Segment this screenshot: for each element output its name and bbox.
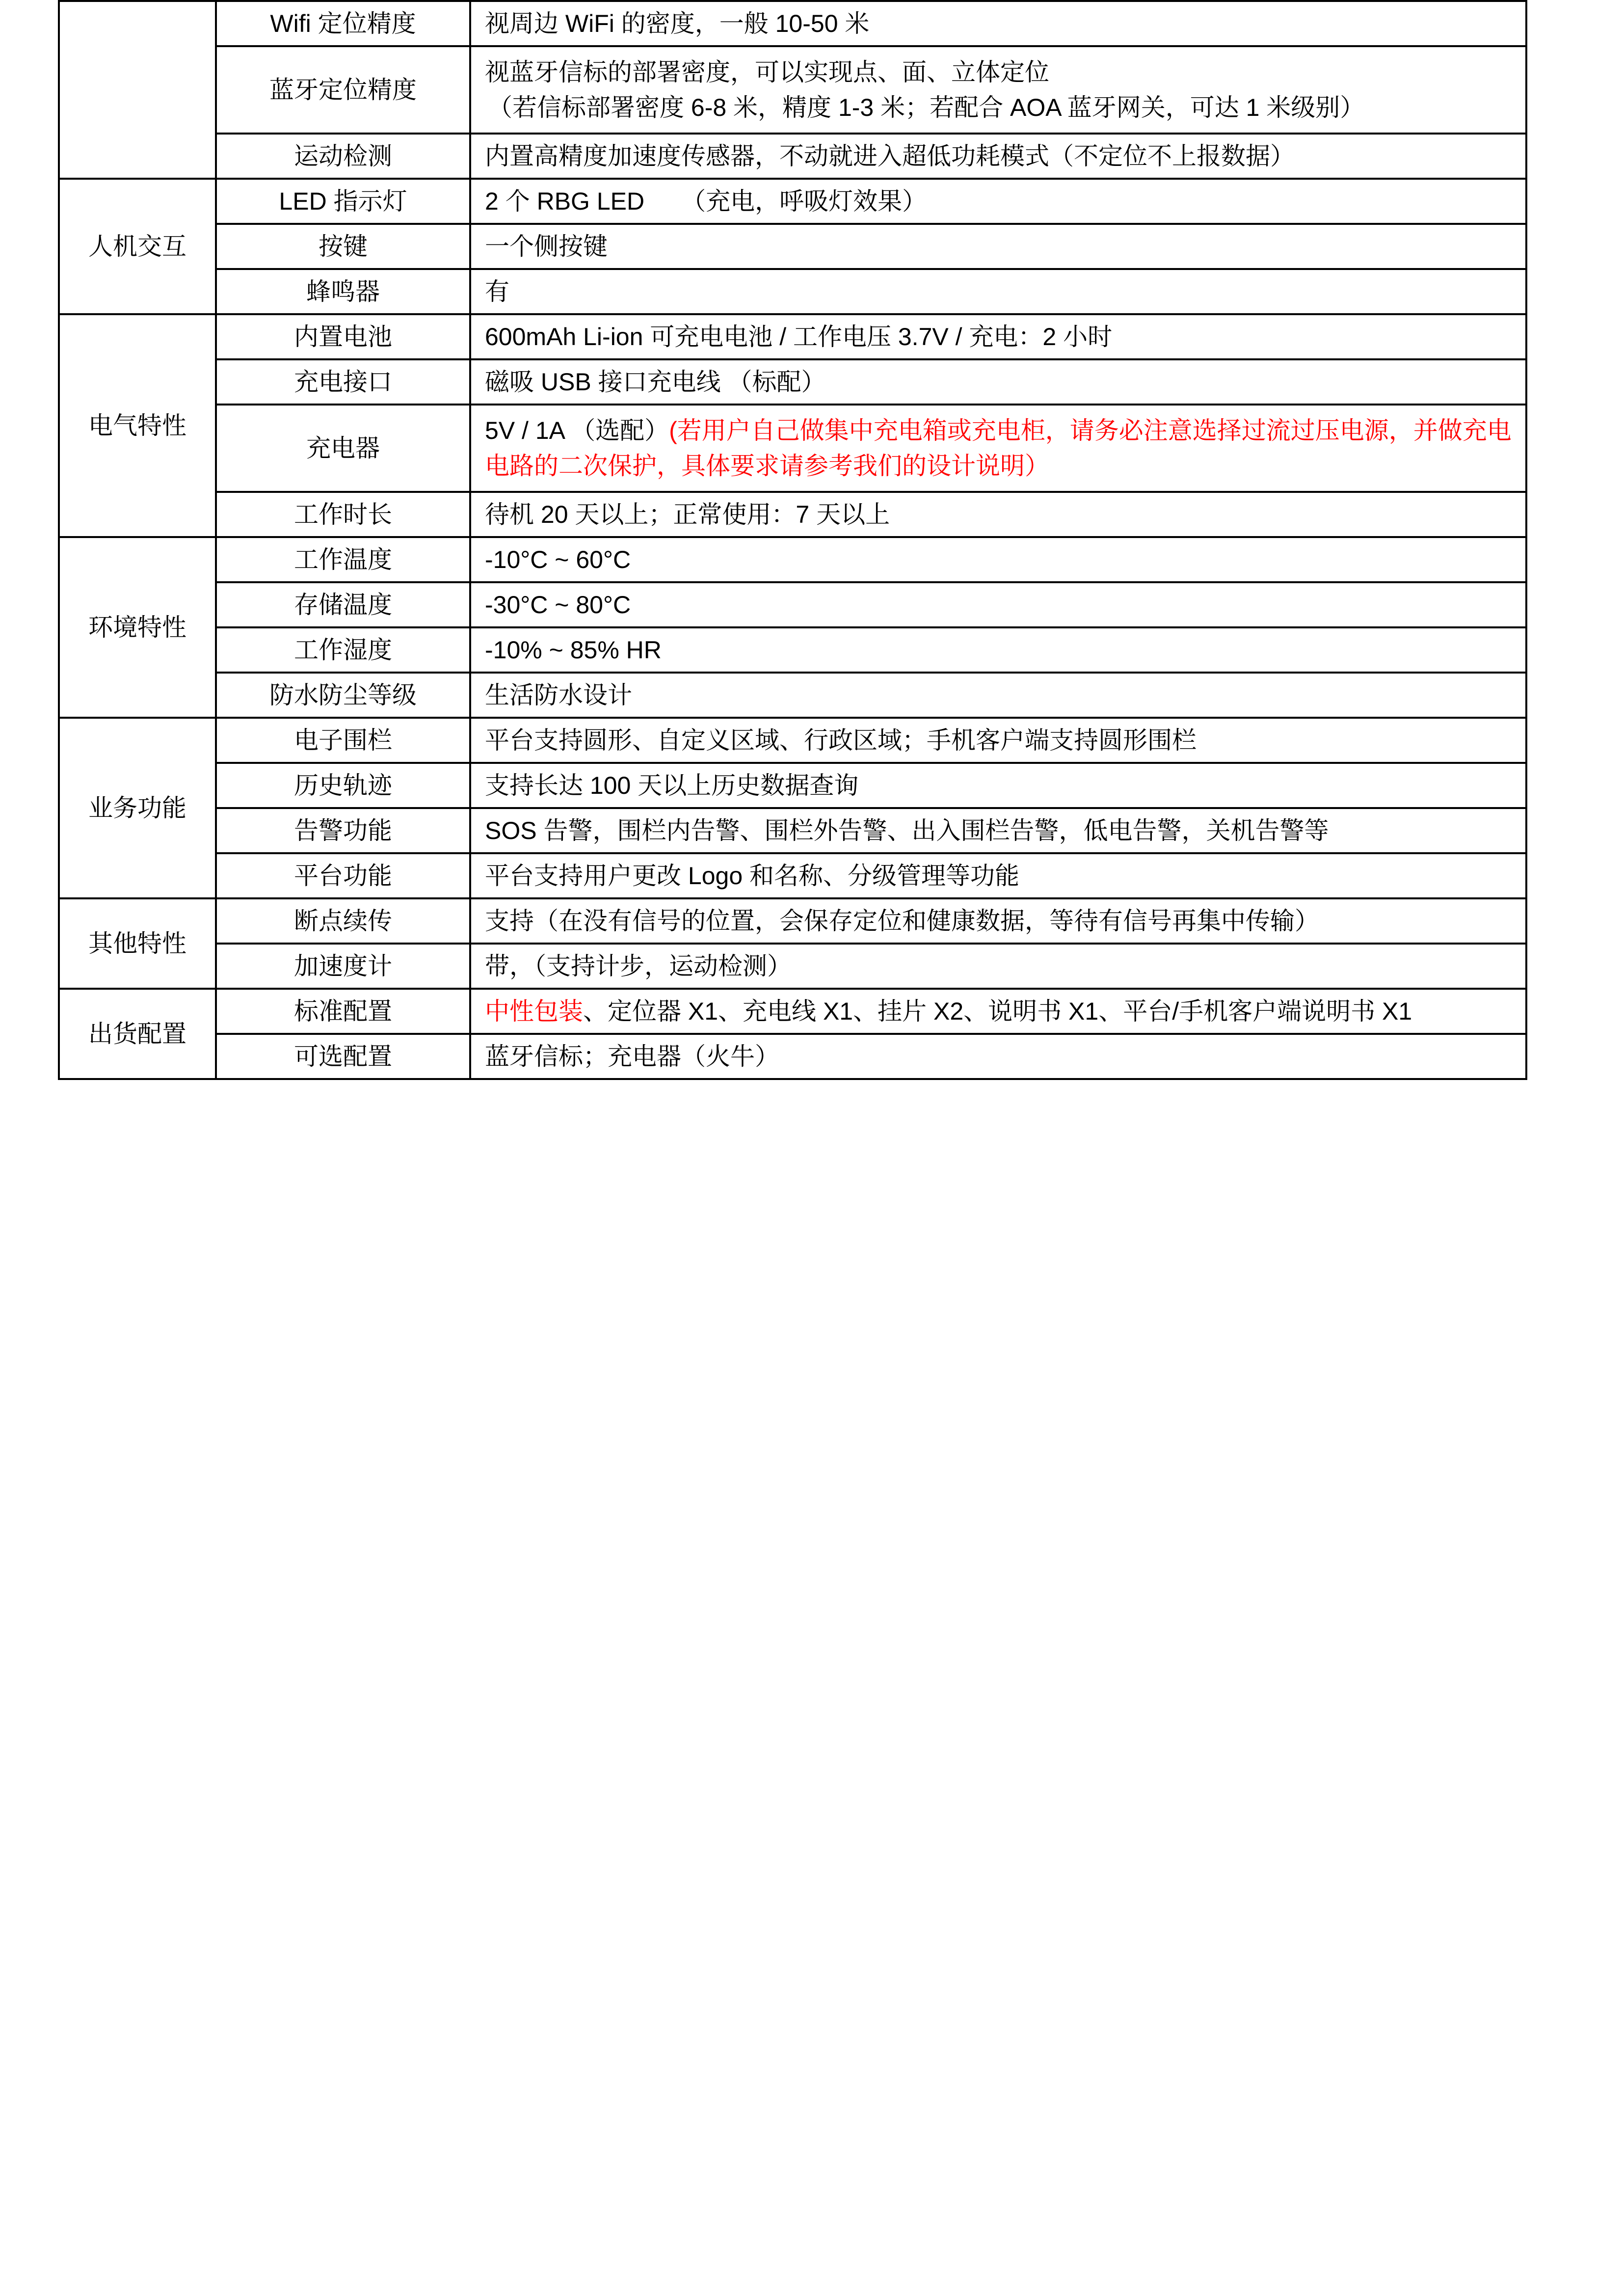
value-line: （若信标部署密度 6-8 米，精度 1-3 米；若配合 AOA 蓝牙网关，可达 1 米级别） [488, 94, 1365, 121]
category-cell: 人机交互 [59, 179, 216, 314]
item-cell: 蜂鸣器 [216, 269, 470, 314]
item-cell: LED 指示灯 [216, 179, 470, 224]
table-row [59, 224, 1526, 269]
value-cell: -10% ~ 85% HR [470, 627, 1526, 673]
table-row [59, 46, 1526, 134]
item-cell: 平台功能 [216, 853, 470, 898]
item-cell: 充电器 [216, 405, 470, 492]
category-cell: 电气特性 [59, 314, 216, 537]
table-row [59, 627, 1526, 673]
table-row [59, 1034, 1526, 1079]
value-cell: 支持长达 100 天以上历史数据查询 [470, 763, 1526, 808]
item-cell: Wifi 定位精度 [216, 1, 470, 46]
value-line: 视蓝牙信标的部署密度，可以实现点、面、立体定位 [485, 58, 1049, 86]
item-cell: 内置电池 [216, 314, 470, 359]
value-cell: 视周边 WiFi 的密度，一般 10-50 米 [470, 1, 1526, 46]
value-cell [470, 405, 1526, 492]
table-row [59, 673, 1526, 718]
category-cell: 出货配置 [59, 989, 216, 1079]
value-cell: 平台支持圆形、自定义区域、行政区域；手机客户端支持圆形围栏 [470, 718, 1526, 763]
item-cell: 按键 [216, 224, 470, 269]
item-cell: 工作湿度 [216, 627, 470, 673]
item-cell: 标准配置 [216, 989, 470, 1034]
item-cell: 历史轨迹 [216, 763, 470, 808]
table-row [59, 405, 1526, 492]
table-row [59, 763, 1526, 808]
value-cell: 待机 20 天以上；正常使用：7 天以上 [470, 492, 1526, 537]
table-row [59, 314, 1526, 359]
value-cell: 一个侧按键 [470, 224, 1526, 269]
value-text: 5V / 1A （选配） [485, 417, 669, 444]
table-row [59, 718, 1526, 763]
category-cell: 环境特性 [59, 537, 216, 718]
item-cell: 蓝牙定位精度 [216, 46, 470, 134]
table-row [59, 944, 1526, 989]
category-cell: 业务功能 [59, 718, 216, 898]
value-cell: 带，（支持计步，运动检测） [470, 944, 1526, 989]
value-cell: 支持（在没有信号的位置，会保存定位和健康数据，等待有信号再集中传输） [470, 898, 1526, 944]
value-cell: 内置高精度加速度传感器，不动就进入超低功耗模式（不定位不上报数据） [470, 134, 1526, 179]
value-text: 、定位器 X1、充电线 X1、挂片 X2、说明书 X1、平台/手机客户端说明书 X1 [583, 998, 1412, 1025]
warning-text: (若用户自己做集中充电箱或充电柜，请务必注意选择过流过压电源，并做充电电路的二次保护，具体要求请参考我们的设计说明） [485, 417, 1512, 480]
value-cell: -30°C ~ 80°C [470, 582, 1526, 627]
value-cell: 平台支持用户更改 Logo 和名称、分级管理等功能 [470, 853, 1526, 898]
value-cell: SOS 告警，围栏内告警、围栏外告警、出入围栏告警，低电告警，关机告警等 [470, 808, 1526, 853]
item-cell: 充电接口 [216, 359, 470, 405]
item-cell: 工作温度 [216, 537, 470, 582]
item-cell: 电子围栏 [216, 718, 470, 763]
value-cell: 生活防水设计 [470, 673, 1526, 718]
item-cell: 断点续传 [216, 898, 470, 944]
value-cell: 磁吸 USB 接口充电线 （标配） [470, 359, 1526, 405]
value-cell [470, 46, 1526, 134]
table-row [59, 134, 1526, 179]
spec-table [58, 0, 1527, 1080]
table-row [59, 989, 1526, 1034]
category-cell [59, 1, 216, 179]
item-cell: 加速度计 [216, 944, 470, 989]
value-cell: 蓝牙信标；充电器（火牛） [470, 1034, 1526, 1079]
table-row [59, 582, 1526, 627]
table-row [59, 492, 1526, 537]
warning-text: 中性包装 [485, 998, 583, 1025]
table-row [59, 359, 1526, 405]
value-cell: 2 个 RBG LED （充电，呼吸灯效果） [470, 179, 1526, 224]
value-cell: 600mAh Li-ion 可充电电池 / 工作电压 3.7V / 充电：2 小时 [470, 314, 1526, 359]
table-row [59, 269, 1526, 314]
value-cell [470, 989, 1526, 1034]
item-cell: 防水防尘等级 [216, 673, 470, 718]
item-cell: 可选配置 [216, 1034, 470, 1079]
table-row [59, 898, 1526, 944]
item-cell: 工作时长 [216, 492, 470, 537]
table-row [59, 179, 1526, 224]
item-cell: 运动检测 [216, 134, 470, 179]
table-row [59, 808, 1526, 853]
table-row [59, 1, 1526, 46]
item-cell: 存储温度 [216, 582, 470, 627]
category-cell: 其他特性 [59, 898, 216, 989]
value-cell: 有 [470, 269, 1526, 314]
value-cell: -10°C ~ 60°C [470, 537, 1526, 582]
item-cell: 告警功能 [216, 808, 470, 853]
table-row [59, 537, 1526, 582]
table-row [59, 853, 1526, 898]
